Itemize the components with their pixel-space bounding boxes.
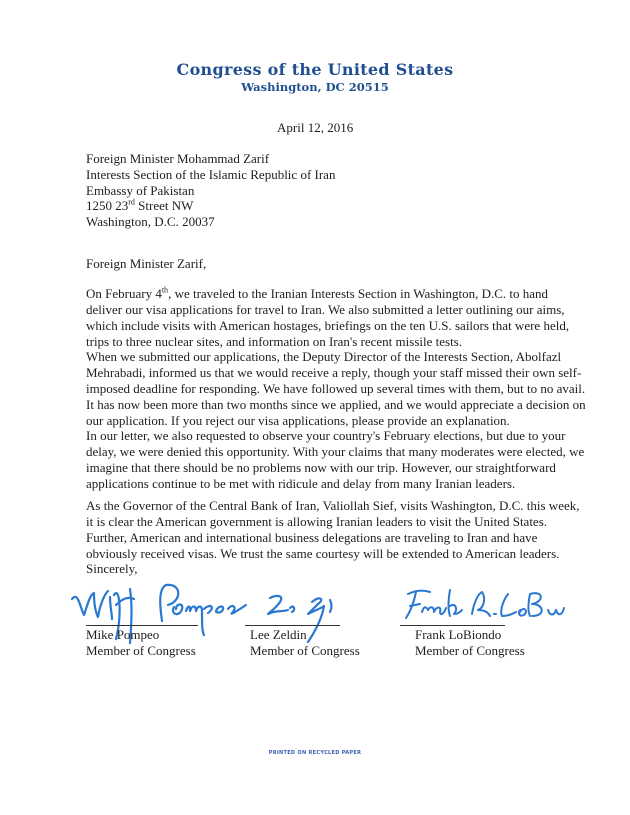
street-number: 1250 23 <box>86 198 129 214</box>
signature-lobiondo <box>398 586 568 626</box>
body-paragraph-1 <box>86 286 586 350</box>
signatory-1-title: Member of Congress <box>86 642 196 658</box>
letterhead-title: Congress of the United States <box>176 60 454 79</box>
letterhead-address: Washington, DC 20515 <box>241 80 389 94</box>
p1-sup: th <box>161 285 169 295</box>
recipient-organization: Interests Section of the Islamic Republic of Iran <box>86 166 336 182</box>
signatory-3 <box>415 627 525 658</box>
salutation: Foreign Minister Zarif, <box>86 256 207 271</box>
letter-date: April 12, 2016 <box>277 120 354 135</box>
recipient-embassy: Embassy of Pakistan <box>86 182 195 198</box>
signatory-1-name: Mike Pompeo <box>86 627 160 642</box>
street-name: Street NW <box>134 198 194 214</box>
signatory-2 <box>250 627 360 658</box>
signature-line-1 <box>86 625 198 626</box>
p1-start: On February 4 <box>86 286 162 301</box>
body-paragraph-2: When we submitted our applications, the Deputy Director of the Interests Section, Abolfazl Mehrabadi, informed us that we would receive a reply, though your staff missed their own self-imposed deadline for responding. We have followed up several times with them, but to no avail. It has now been more than two months since we applied, and we would appreciate a decision on our application. If you reject our visa applications, please provide an explanation. <box>86 349 586 428</box>
recipient-city: Washington, D.C. 20037 <box>86 214 215 230</box>
signatory-3-title: Member of Congress <box>415 642 525 658</box>
signatory-2-title: Member of Congress <box>250 642 360 658</box>
closing: Sincerely, <box>86 561 138 576</box>
signatory-1 <box>86 627 196 658</box>
p1-rest: , we traveled to the Iranian Interests Section in Washington, D.C. to hand deliver our visa applications for travel to Iran. We also submitted a letter outlining our aims, which include visits with American hostages, briefings on the ten U.S. sailors that were held, trips to three nuclear sites, and information on Iran's recent missile tests. <box>86 286 570 349</box>
signatory-3-name: Frank LoBiondo <box>415 627 502 642</box>
recycled-paper-notice: PRINTED ON RECYCLED PAPER <box>268 750 362 756</box>
body-paragraph-3: In our letter, we also requested to observe your country's February elections, but due to your delay, we were denied this opportunity. With your claims that many moderates were elected, we imagine that there should be no problems now with our trip. However, our straightforward applications continue to be met with ridicule and delay from many Iranian leaders. <box>86 428 585 491</box>
body-paragraph-4: As the Governor of the Central Bank of Iran, Valiollah Sief, visits Washington, D.C. this week, it is clear the American government is allowing Iranian leaders to visit the United States. Further, American and international business delegations are traveling to Iran and have obviously received visas. We trust the same courtesy will be extended to American leaders. <box>86 498 580 561</box>
recipient-name: Foreign Minister Mohammad Zarif <box>86 151 270 166</box>
recipient-address <box>86 151 335 230</box>
signatory-2-name: Lee Zeldin <box>250 627 307 642</box>
street-suffix: rd <box>128 198 135 208</box>
recipient-street <box>86 198 335 214</box>
signature-line-3 <box>400 625 505 626</box>
signature-line-2 <box>245 625 340 626</box>
